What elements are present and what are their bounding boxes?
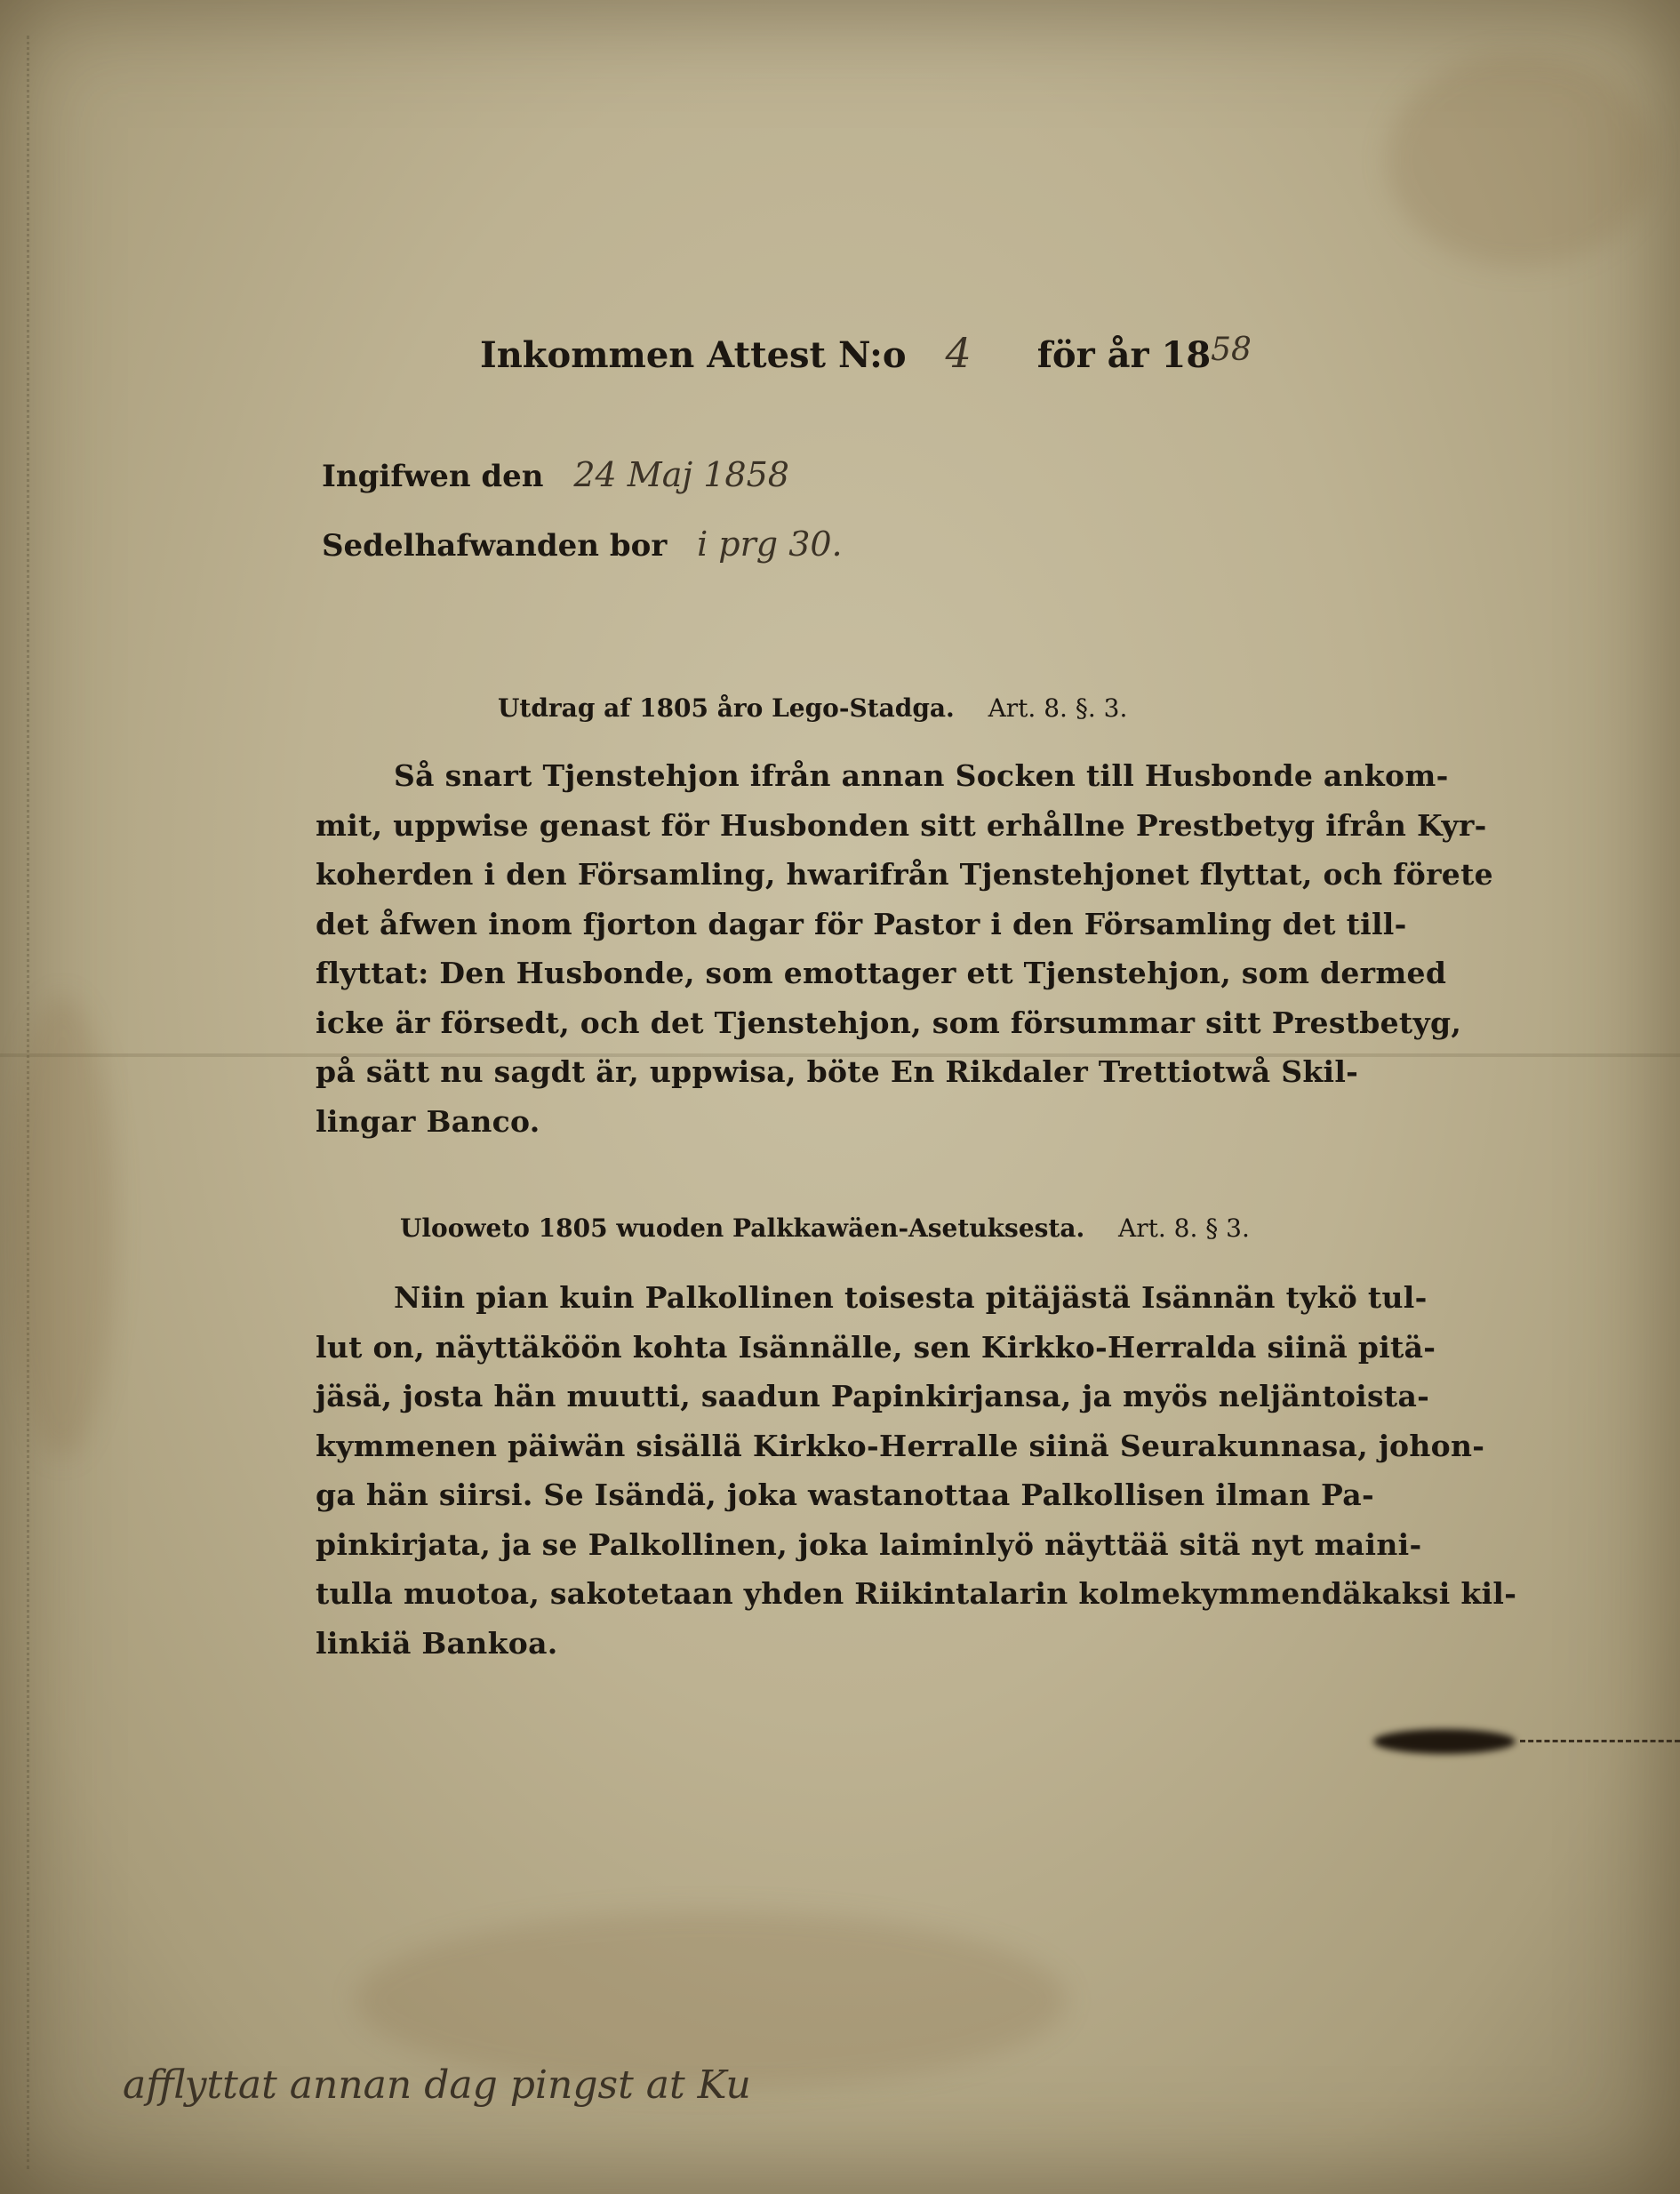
text-line: linkiä Bankoa. bbox=[316, 1625, 558, 1661]
text-line: på sätt nu sagdt är, uppwisa, böte En Rikdaler Trettiotwå Skil- bbox=[316, 1054, 1359, 1089]
year-handwritten: 58 bbox=[1211, 332, 1252, 368]
handwritten-footnote: afflyttat annan dag pingst at Ku bbox=[123, 2062, 751, 2108]
swedish-section-title bbox=[498, 693, 1127, 723]
text-line: ga hän siirsi. Se Isändä, joka wastanottaa Palkollisen ilman Pa- bbox=[316, 1477, 1374, 1512]
text-line: det åfwen inom fjorton dagar för Pastor i den Församling det till- bbox=[316, 906, 1407, 941]
text-line: icke är försedt, och det Tjenstehjon, som försummar sitt Prestbetyg, bbox=[316, 1005, 1462, 1040]
text-line: koherden i den Församling, hwarifrån Tjenstehjonet flyttat, och förete bbox=[316, 857, 1493, 892]
ingifwen-label: Ingifwen den bbox=[322, 459, 544, 494]
finnish-paragraph bbox=[316, 1273, 1517, 1668]
sedel-field bbox=[322, 524, 843, 564]
header-title: Inkommen Attest N:o bbox=[480, 334, 907, 376]
document-header bbox=[480, 329, 1252, 377]
ingifwen-value: 24 Maj 1858 bbox=[573, 455, 789, 494]
ingifwen-field bbox=[322, 455, 789, 494]
text-line: lut on, näyttäköön kohta Isännälle, sen Kirkko-Herralda siinä pitä- bbox=[316, 1329, 1436, 1365]
text-line: jäsä, josta hän muutti, saadun Papinkirjansa, ja myös neljäntoista- bbox=[316, 1379, 1430, 1413]
finnish-title-ref: Art. 8. § 3. bbox=[1117, 1213, 1250, 1243]
swedish-title-text: Utdrag af 1805 åro Lego-Stadga. bbox=[498, 693, 955, 723]
text-line: mit, uppwise genast för Husbonden sitt erhållne Prestbetyg ifrån Kyr- bbox=[316, 807, 1487, 843]
attest-number-handwritten: 4 bbox=[945, 329, 972, 377]
dashed-rule bbox=[1520, 1740, 1680, 1742]
text-line: Niin pian kuin Palkollinen toisesta pitäjästä Isännän tykö tul- bbox=[394, 1280, 1428, 1315]
text-line: lingar Banco. bbox=[316, 1103, 540, 1139]
stain bbox=[9, 996, 116, 1458]
finnish-title-text: Ulooweto 1805 wuoden Palkkawäen-Asetuksesta. bbox=[400, 1213, 1085, 1243]
swedish-paragraph bbox=[316, 751, 1493, 1146]
text-line: pinkirjata, ja se Palkollinen, joka laiminlyö näyttää sitä nyt maini- bbox=[316, 1526, 1422, 1562]
text-line: Så snart Tjenstehjon ifrån annan Socken till Husbonde ankom- bbox=[394, 758, 1449, 793]
text-line: tulla muotoa, sakotetaan yhden Riikintalarin kolmekymmendäkaksi kil- bbox=[316, 1576, 1517, 1611]
text-line: kymmenen päiwän sisällä Kirkko-Herralle siinä Seurakunnasa, johon- bbox=[316, 1428, 1485, 1463]
swedish-title-ref: Art. 8. §. 3. bbox=[988, 693, 1128, 723]
year-label: för år 18 bbox=[1036, 334, 1212, 376]
stain bbox=[1387, 53, 1653, 267]
finnish-section-title bbox=[400, 1213, 1250, 1243]
ink-smudge bbox=[1373, 1729, 1516, 1754]
sedel-value: i prg 30. bbox=[697, 524, 843, 564]
text-line: flyttat: Den Husbonde, som emottager ett Tjenstehjon, som dermed bbox=[316, 956, 1447, 990]
sedel-label: Sedelhafwanden bor bbox=[322, 528, 668, 564]
